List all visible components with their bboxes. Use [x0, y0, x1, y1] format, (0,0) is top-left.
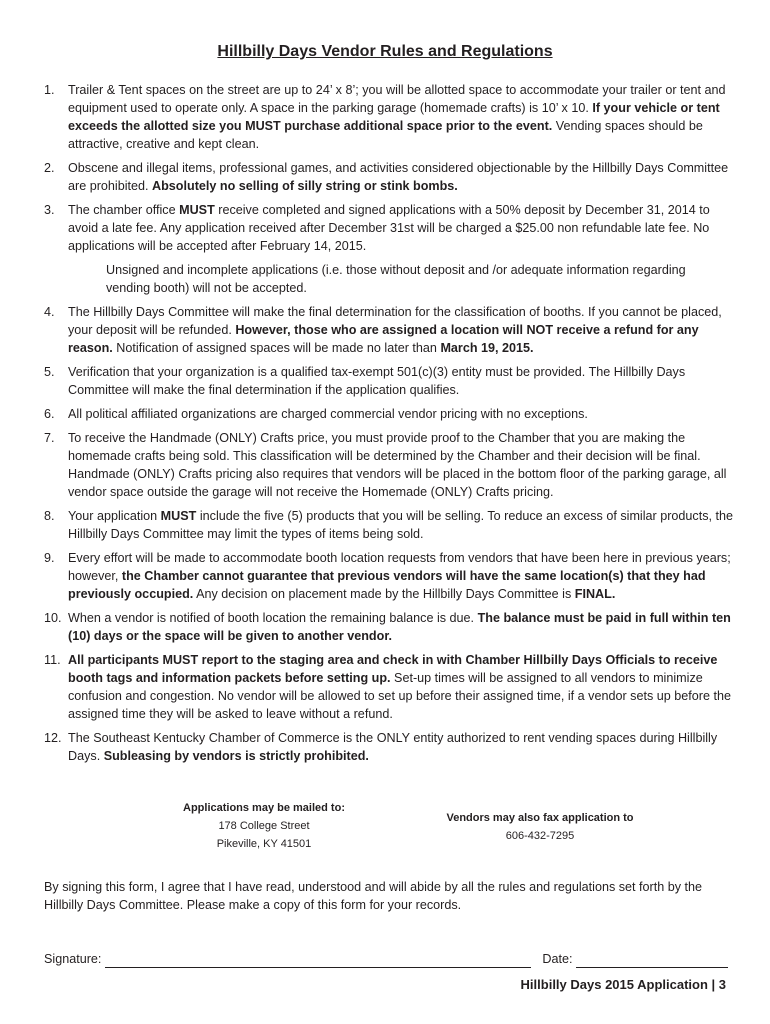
rule-item	[44, 549, 734, 603]
rule-text: All political affiliated organizations are charged commercial vendor pricing with no exceptions.	[68, 407, 588, 421]
date-label: Date:	[542, 952, 573, 966]
rule-number: 6.	[44, 407, 55, 421]
rule-number: 10.	[44, 611, 62, 625]
rule-text: Trailer & Tent spaces on the street are up to 24’ x 8’; you will be allotted space to accommodate your trailer or tent and equipment used to operate only. A space in the parking garage (homemade crafts) is 10’ x 10.	[68, 83, 726, 115]
rule-number: 4.	[44, 305, 55, 319]
rule-text: Any decision on placement made by the Hillbilly Days Committee is	[193, 587, 575, 601]
fax-block	[430, 809, 650, 845]
page-title: Hillbilly Days Vendor Rules and Regulations	[217, 43, 553, 60]
mailing-city: Pikeville, KY 41501	[216, 838, 312, 850]
rule-text-bold: the Chamber cannot guarantee that previous vendors will have the same location(s) that they had previously occupied.	[68, 569, 706, 601]
rule-item	[44, 651, 734, 723]
rule-text-bold: If your vehicle or tent exceeds the allotted size you MUST purchase additional space prior to the event.	[68, 101, 720, 133]
rule-number: 8.	[44, 509, 55, 523]
rule-text-bold: March 19, 2015.	[440, 341, 534, 355]
fax-heading: Vendors may also fax application to	[446, 812, 634, 824]
rule-number: 9.	[44, 551, 55, 565]
mailing-heading: Applications may be mailed to:	[183, 802, 345, 814]
rule-text-bold: Absolutely no selling of silly string or stink bombs.	[152, 179, 458, 193]
rule-text: Every effort will be made to accommodate booth location requests from vendors that have been here in previous years; however,	[68, 551, 731, 583]
signature-line[interactable]	[105, 954, 531, 968]
page-footer: Hillbilly Days 2015 Application | 3	[520, 977, 726, 992]
rule-subnote: Unsigned and incomplete applications (i.e. those without deposit and /or adequate information regarding vending booth) will not be accepted.	[106, 263, 686, 295]
rule-text: Vending spaces should be attractive, creative and kept clean.	[68, 119, 703, 151]
rule-item	[44, 363, 734, 399]
rule-text-bold: All participants MUST report to the staging area and check in with Chamber Hillbilly Days Officials to receive booth tags and information packets before setting up.	[68, 653, 718, 685]
rule-item	[44, 429, 734, 501]
rule-item	[44, 159, 734, 195]
rule-text: Set-up times will be assigned to all vendors to minimize confusion and congestion. No vendor will be allowed to set up before their assigned time, if a vendor sets up before the assigned time they will be asked to leave without a refund.	[68, 671, 731, 721]
rule-text: include the five (5) products that you will be selling. To reduce an excess of similar products, the Hillbilly Days Committee may limit the types of items being sold.	[68, 509, 734, 541]
rule-text-bold: FINAL.	[574, 587, 616, 601]
rule-item	[44, 405, 734, 423]
rule-number: 2.	[44, 161, 55, 175]
signature-row	[44, 950, 734, 968]
rules-list	[44, 81, 734, 771]
rule-text-bold: MUST	[179, 203, 215, 217]
rule-text: receive completed and signed applications with a 50% deposit by December 31, 2014 to avoid a late fee. Any application received after December 31st will be charged a $25.00 non refundable late fee. No applications will be accepted after February 14, 2015.	[68, 203, 710, 253]
rule-text: To receive the Handmade (ONLY) Crafts price, you must provide proof to the Chamber that you are making the homemade crafts being sold. This classification will be determined by the Chamber and their decision will be final. Handmade (ONLY) Crafts pricing also requires that vendors will be placed in the bottom floor of the parking garage, all vendor space outside the garage will not receive the Homemade (ONLY) Crafts pricing.	[68, 431, 727, 499]
rule-text: The chamber office	[68, 203, 180, 217]
rule-number: 12.	[44, 731, 62, 745]
rule-text: Your application	[68, 509, 161, 523]
rule-item	[44, 201, 734, 297]
fax-number: 606-432-7295	[505, 830, 575, 842]
agreement-text: By signing this form, I agree that I have read, understood and will abide by all the rules and regulations set forth by the Hillbilly Days Committee. Please make a copy of this form for your records.	[44, 880, 703, 912]
rule-text: When a vendor is notified of booth location the remaining balance is due.	[68, 611, 478, 625]
mailing-street: 178 College Street	[218, 820, 310, 832]
rule-text-bold: MUST	[160, 509, 197, 523]
rule-item	[44, 303, 734, 357]
rule-number: 7.	[44, 431, 55, 445]
rule-number: 5.	[44, 365, 55, 379]
rule-item	[44, 729, 734, 765]
rule-text: The Southeast Kentucky Chamber of Commerce is the ONLY entity authorized to rent vending spaces during Hillbilly Days.	[68, 731, 718, 763]
rule-text-bold: The balance must be paid in full within ten (10) days or the space will be given to another vendor.	[68, 611, 731, 643]
rule-text: Notification of assigned spaces will be made no later than	[112, 341, 441, 355]
rule-number: 3.	[44, 203, 55, 217]
rule-text-bold: However, those who are assigned a location will NOT receive a refund for any reason.	[68, 323, 699, 355]
rule-text: Obscene and illegal items, professional games, and activities considered objectionable by the Hillbilly Days Committee are prohibited.	[68, 161, 729, 193]
rule-item	[44, 609, 734, 645]
rule-item	[44, 507, 734, 543]
rule-number: 1.	[44, 83, 55, 97]
signature-label: Signature:	[44, 952, 102, 966]
rule-item	[44, 81, 734, 153]
rule-text-bold: Subleasing by vendors is strictly prohibited.	[103, 749, 369, 763]
mailing-address-block	[160, 799, 368, 853]
date-line[interactable]	[576, 954, 728, 968]
rule-text: Verification that your organization is a qualified tax-exempt 501(c)(3) entity must be provided. The Hillbilly Days Committee will make the final determination if the application qualifies.	[68, 365, 686, 397]
rule-number: 11.	[44, 653, 61, 667]
rule-text: The Hillbilly Days Committee will make the final determination for the classification of booths. If you cannot be placed, your deposit will be refunded.	[68, 305, 722, 337]
